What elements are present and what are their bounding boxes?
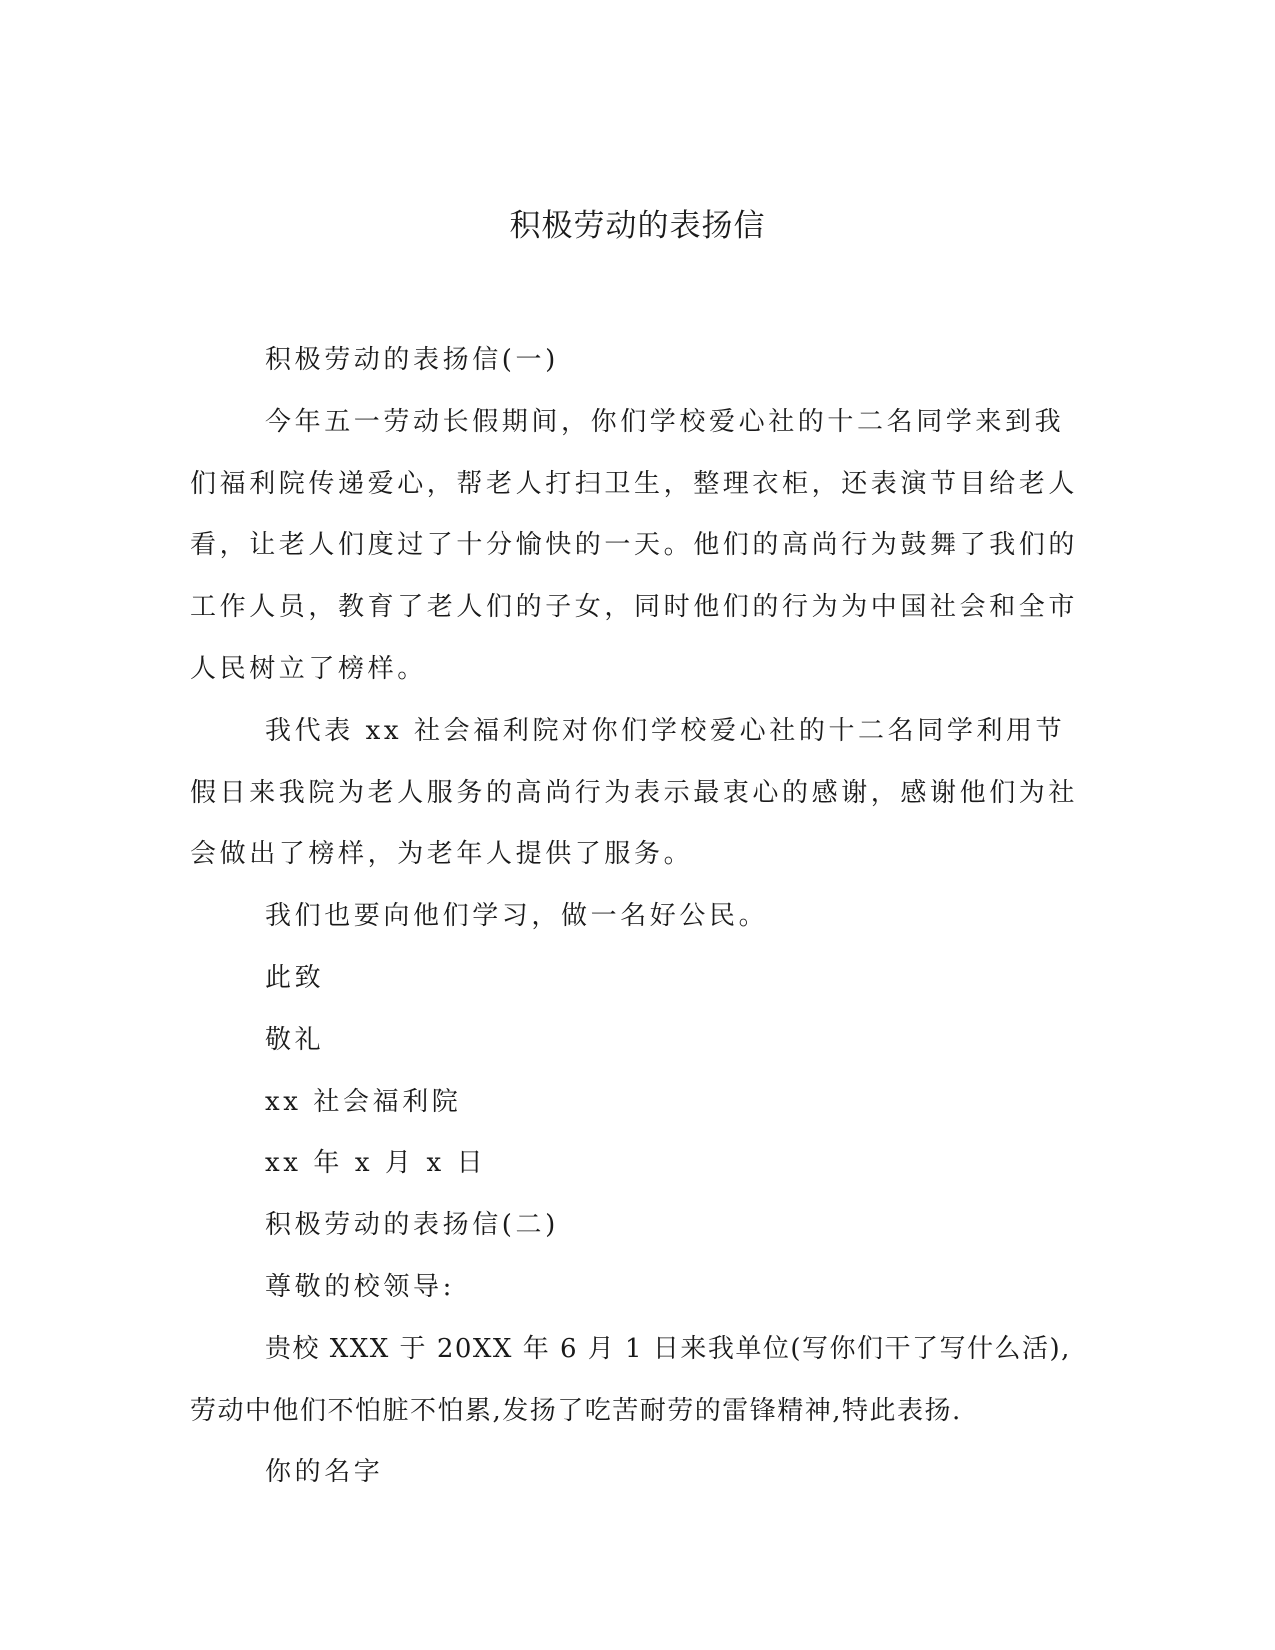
signature-name: 你的名字 bbox=[265, 1457, 384, 1488]
greeting: 尊敬的校领导: bbox=[265, 1271, 455, 1302]
section-heading-1: 积极劳动的表扬信(一) bbox=[265, 345, 559, 375]
signature-date: xx 年 x 月 x 日 bbox=[265, 1148, 487, 1179]
closing-salutation: 此致 bbox=[265, 962, 325, 993]
body-paragraph: 我代表 xx 社会福利院对你们学校爱心社的十二名同学利用节假日来我院为老人服务的高尚行为表示最衷心的感谢，感谢他们为社会做出了榜样，为老年人提供了服务。 bbox=[190, 715, 1079, 870]
document-body bbox=[190, 330, 1080, 1504]
body-paragraph: 今年五一劳动长假期间，你们学校爱心社的十二名同学来到我们福利院传递爱心，帮老人打扫卫生，整理衣柜，还表演节目给老人看，让老人们度过了十分愉快的一天。他们的高尚行为鼓舞了我们的工作人员，教育了老人们的子女，同时他们的行为为中国社会和全市人民树立了榜样。 bbox=[190, 406, 1079, 684]
section-heading-2: 积极劳动的表扬信(二) bbox=[265, 1210, 559, 1241]
body-paragraph: 我们也要向他们学习，做一名好公民。 bbox=[265, 901, 769, 932]
signature-organization: xx 社会福利院 bbox=[265, 1086, 462, 1117]
closing-respect: 敬礼 bbox=[265, 1024, 325, 1055]
document-title: 积极劳动的表扬信 bbox=[509, 208, 766, 244]
body-paragraph: 贵校 XXX 于 20XX 年 6 月 1 日来我单位(写你们干了写什么活),劳动中他们不怕脏不怕累,发扬了吃苦耐劳的雷锋精神,特此表扬. bbox=[190, 1333, 1071, 1426]
